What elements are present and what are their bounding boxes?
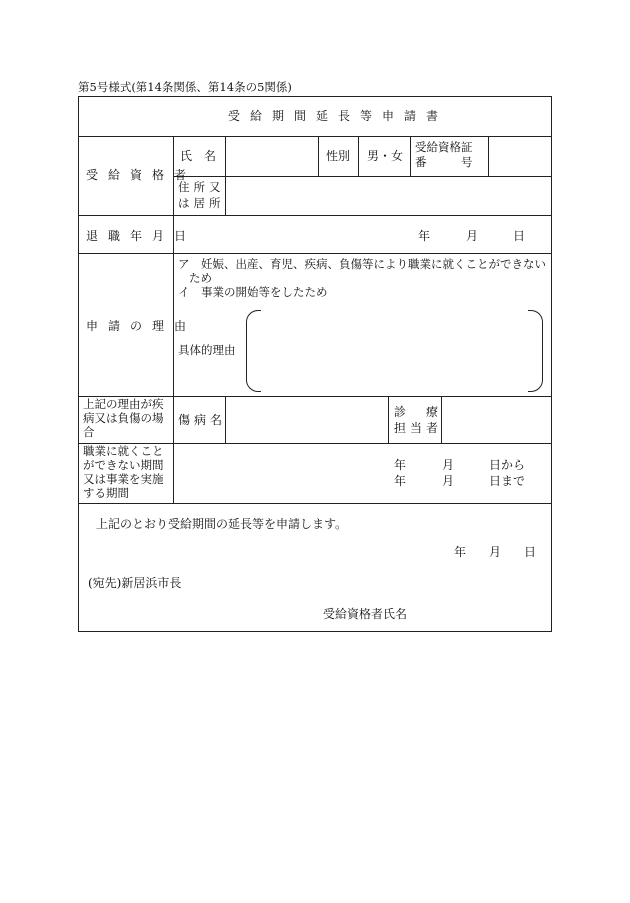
reason-label: 申請の理由 <box>86 319 197 333</box>
period-to-month: 月 <box>442 474 455 488</box>
divider <box>358 136 359 176</box>
doctor-label-line2: 担当者 <box>394 421 443 435</box>
reason-option-a-line1[interactable]: ア 妊娠、出産、育児、疾病、負傷等により職業に就くことができない <box>178 257 546 271</box>
doctor-label-line1: 診 療 <box>394 405 443 419</box>
address-label-line1: 住所又 <box>178 180 225 194</box>
retirement-date-label: 退職年月日 <box>86 229 197 243</box>
illness-condition-label-line2: 病又は負傷の場 <box>83 411 164 425</box>
gender-options[interactable]: 男・女 <box>367 149 404 163</box>
retirement-year-label: 年 <box>418 229 431 243</box>
doctor-field[interactable] <box>442 397 551 442</box>
declaration-day-label: 日 <box>524 545 537 559</box>
form-number-caption: 第5号様式(第14条関係、第14条の5関係) <box>78 80 292 94</box>
left-bracket <box>246 310 261 392</box>
divider <box>78 215 552 216</box>
period-to-day: 日まで <box>489 474 526 488</box>
declaration-text: 上記のとおり受給期間の延長等を申請します。 <box>96 517 348 531</box>
period-from-day: 日から <box>489 458 526 472</box>
period-label-line3: 又は事業を実施 <box>83 472 164 486</box>
period-from-year: 年 <box>394 458 407 472</box>
retirement-month-label: 月 <box>466 229 479 243</box>
signature-field[interactable] <box>410 602 540 624</box>
name-label: 氏 名 <box>180 149 217 163</box>
declaration-month-label: 月 <box>489 545 502 559</box>
certificate-number-label-line2: 番 号 <box>415 155 473 169</box>
declaration-year-label: 年 <box>454 545 467 559</box>
gender-label: 性別 <box>326 149 351 163</box>
specific-reason-field[interactable] <box>262 312 526 388</box>
period-to-year: 年 <box>394 474 407 488</box>
right-bracket <box>528 310 543 392</box>
period-label-line1: 職業に就くこと <box>83 444 164 458</box>
address-field[interactable] <box>226 177 551 214</box>
divider <box>78 503 552 504</box>
addressee: (宛先)新居浜市長 <box>88 576 182 590</box>
reason-option-a-line2: ため <box>189 271 212 285</box>
divider <box>318 136 319 176</box>
illness-condition-label-line1: 上記の理由が疾 <box>83 397 164 411</box>
disease-name-label: 傷病名 <box>178 413 227 427</box>
retirement-day-label: 日 <box>513 229 526 243</box>
name-field[interactable] <box>226 137 317 175</box>
address-label-line2: は居所 <box>178 196 225 210</box>
form-title: 受給期間延長等申請書 <box>228 109 449 123</box>
divider <box>78 253 552 254</box>
divider <box>410 136 411 176</box>
period-label-line4: する期間 <box>83 486 129 500</box>
signature-label: 受給資格者氏名 <box>323 607 408 621</box>
reason-option-b[interactable]: イ 事業の開始等をしたため <box>178 285 328 299</box>
disease-name-field[interactable] <box>226 397 387 442</box>
divider <box>388 396 389 443</box>
illness-condition-label-line3: 合 <box>83 425 95 439</box>
certificate-number-field[interactable] <box>489 137 551 175</box>
period-from-month: 月 <box>442 458 455 472</box>
specific-reason-label: 具体的理由 <box>178 343 236 357</box>
certificate-number-label-line1: 受給資格証 <box>415 140 473 154</box>
applicant-section-label: 受給資格者 <box>86 168 197 182</box>
period-label-line2: ができない期間 <box>83 458 164 472</box>
